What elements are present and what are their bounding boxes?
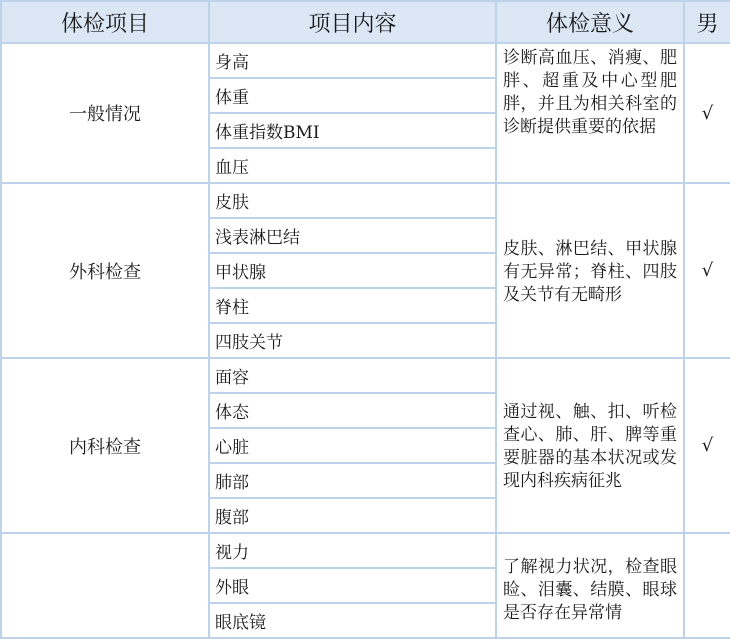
header-male: 男 [684,1,730,43]
item-cell: 浅表淋巴结 [209,218,496,253]
item-cell: 皮肤 [209,183,496,218]
male-check-cell [684,533,730,638]
meaning-cell: 通过视、触、扣、听检查心、肺、肝、脾等重要脏器的基本状况或发现内科疾病征兆 [496,358,684,533]
header-row [1,1,730,43]
item-cell: 视力 [209,533,496,568]
category-cell: 外科检查 [1,183,209,358]
male-check-cell: √ [684,358,730,533]
item-cell: 四肢关节 [209,323,496,358]
item-cell: 心脏 [209,428,496,463]
table-row [1,43,730,78]
category-cell [1,533,209,638]
item-cell: 肺部 [209,463,496,498]
item-cell: 体重 [209,78,496,113]
category-cell: 一般情况 [1,43,209,183]
table-row [1,358,730,393]
meaning-cell: 了解视力状况，检查眼睑、泪囊、结膜、眼球是否存在异常情 [496,533,684,638]
table-row [1,533,730,568]
item-cell: 外眼 [209,568,496,603]
header-meaning: 体检意义 [496,1,684,43]
item-cell: 眼底镜 [209,603,496,638]
item-cell: 身高 [209,43,496,78]
item-cell: 面容 [209,358,496,393]
table-row [1,183,730,218]
male-check-cell: √ [684,183,730,358]
header-content: 项目内容 [209,1,496,43]
category-cell: 内科检查 [1,358,209,533]
header-category: 体检项目 [1,1,209,43]
item-cell: 甲状腺 [209,253,496,288]
item-cell: 腹部 [209,498,496,533]
item-cell: 血压 [209,148,496,183]
item-cell: 脊柱 [209,288,496,323]
male-check-cell: √ [684,43,730,183]
meaning-cell: 皮肤、淋巴结、甲状腺有无异常；脊柱、四肢及关节有无畸形 [496,183,684,358]
item-cell: 体重指数BMI [209,113,496,148]
item-cell: 体态 [209,393,496,428]
meaning-cell: 诊断高血压、消瘦、肥胖、超重及中心型肥胖，并且为相关科室的诊断提供重要的依据 [496,43,684,183]
